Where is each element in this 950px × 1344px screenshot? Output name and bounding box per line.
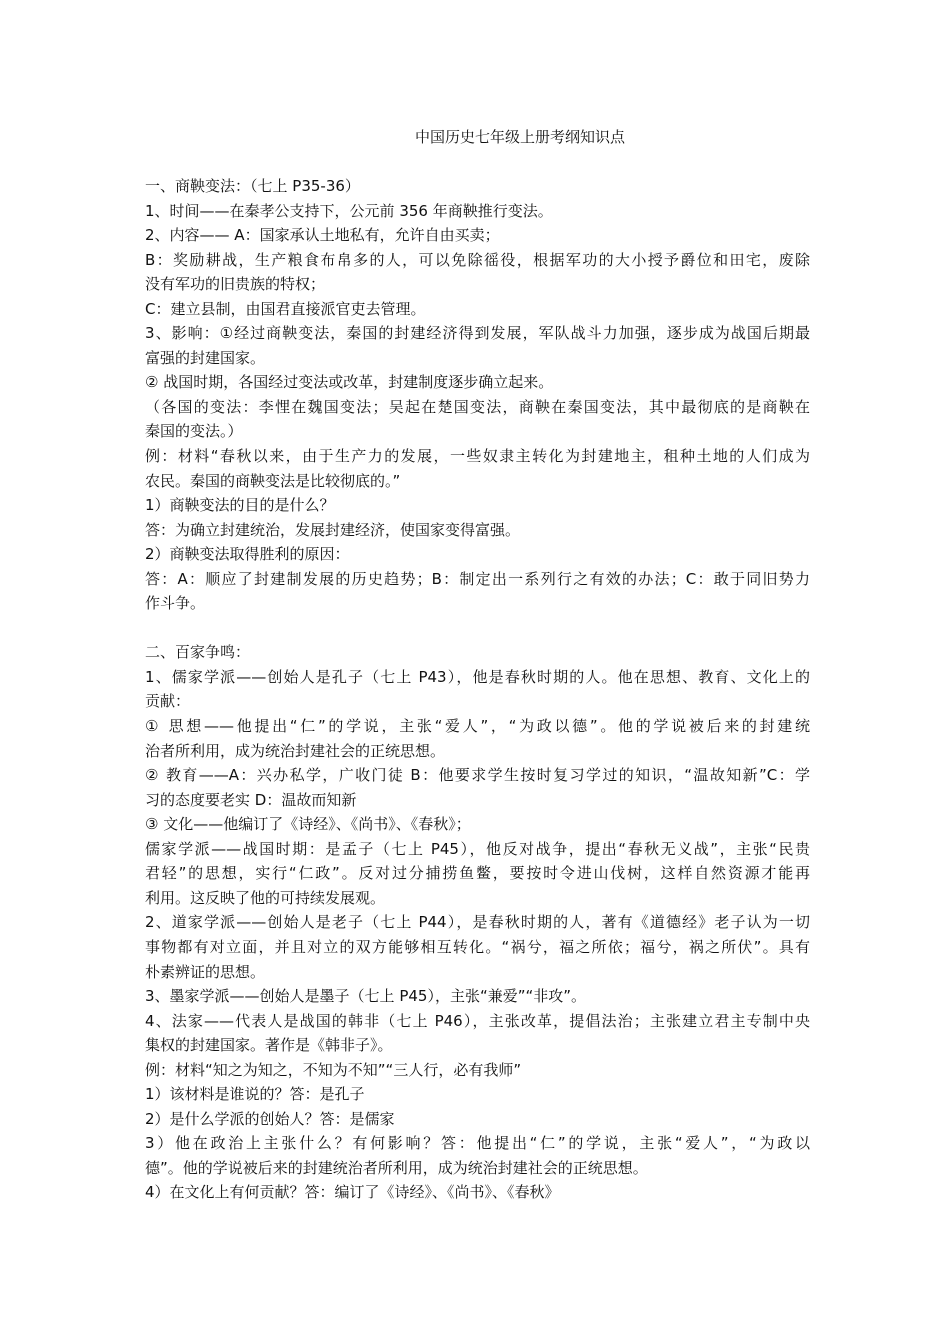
blank-line (145, 616, 810, 641)
text-line: ② 战国时期，各国经过变法或改革，封建制度逐步确立起来。 (145, 373, 554, 392)
text-line: 一、商鞅变法：（七上 P35-36） (145, 177, 360, 195)
text-line: 治者所利用，成为统治封建社会的正统思想。 (145, 741, 446, 760)
text-line: 贡献： (145, 692, 191, 711)
text-line: 1、时间——在秦孝公支持下，公元前 356 年商鞅推行变法。 (145, 201, 553, 220)
text-line: 2）商鞅变法取得胜利的原因： (145, 545, 350, 564)
text-line: （各国的变法：李悝在魏国变法；吴起在楚国变法，商鞅在秦国变法，其中最彻底的是商鞅在 (145, 397, 810, 416)
text-line: 例：材料“春秋以来，由于生产力的发展，一些奴隶主转化为封建地主，租种土地的人们成为 (145, 447, 810, 466)
text-line: 没有军功的旧贵族的特权； (145, 275, 326, 294)
text-line: ① 思想——他提出“仁”的学说，主张“爱人”，“为政以德”。他的学说被后来的封建统 (145, 717, 810, 736)
text-line: 君轻”的思想，实行“仁政”。反对过分捕捞鱼鳖，要按时令进山伐树，这样自然资源才能再 (145, 864, 810, 883)
text-line: 3、墨家学派——创始人是墨子（七上 P45），主张“兼爱”“非攻”。 (145, 987, 587, 1006)
text-line: 富强的封建国家。 (145, 348, 266, 367)
text-line: 2、道家学派——创始人是老子（七上 P44），是春秋时期的人，著有《道德经》老子认为一切 (145, 913, 810, 932)
text-line: 朴素辨证的思想。 (145, 962, 266, 981)
document-body (145, 174, 810, 1205)
text-line: 2、内容—— A：国家承认土地私有，允许自由买卖； (145, 226, 500, 245)
text-line: 4、法家——代表人是战国的韩非（七上 P46），主张改革，提倡法治；主张建立君主专制中央 (145, 1011, 810, 1030)
text-line: ② 教育——A：兴办私学，广收门徒 B：他要求学生按时复习学过的知识，“温故知新”C：学 (145, 766, 810, 785)
text-line: 德”。他的学说被后来的封建统治者所利用，成为统治封建社会的正统思想。 (145, 1158, 648, 1177)
text-line: 作斗争。 (145, 594, 206, 613)
document-title: 中国历史七年级上册考纲知识点 (414, 128, 625, 146)
text-line: 习的态度要老实 D：温故而知新 (145, 790, 357, 809)
text-line: 1、儒家学派——创始人是孔子（七上 P43），他是春秋时期的人。他在思想、教育、文化上的 (145, 667, 810, 686)
text-line: 集权的封建国家。著作是《韩非子》。 (145, 1036, 393, 1055)
text-line: 秦国的变法。） (145, 422, 243, 441)
text-line: 答：A：顺应了封建制发展的历史趋势；B：制定出一系列行之有效的办法；C：敢于同旧势力 (145, 569, 810, 588)
text-line: 农民。秦国的商鞅变法是比较彻底的。” (145, 471, 401, 490)
text-line: ③ 文化——他编订了《诗经》、《尚书》、《春秋》； (145, 815, 471, 834)
text-line: C：建立县制，由国君直接派官吏去管理。 (145, 299, 426, 318)
text-line: 事物都有对立面，并且对立的双方能够相互转化。“祸兮，福之所依；福兮，祸之所伏”。具有 (145, 937, 810, 956)
text-line: 例：材料“知之为知之，不知为不知”“三人行，必有我师” (145, 1060, 522, 1079)
text-line: 4）在文化上有何贡献？答：编订了《诗经》、《尚书》、《春秋》 (145, 1183, 560, 1202)
text-line: 3、影响：①经过商鞅变法，秦国的封建经济得到发展，军队战斗力加强，逐步成为战国后期最 (145, 324, 810, 343)
text-line: 利用。这反映了他的可持续发展观。 (145, 888, 386, 907)
text-line: 1）该材料是谁说的？答：是孔子 (145, 1085, 365, 1104)
text-line: B：奖励耕战，生产粮食布帛多的人，可以免除徭役，根据军功的大小授予爵位和田宅，废除 (145, 250, 810, 269)
text-line: 2）是什么学派的创始人？答：是儒家 (145, 1109, 395, 1128)
text-line: 3）他在政治上主张什么？有何影响？答：他提出“仁”的学说，主张“爱人”，“为政以 (145, 1134, 810, 1153)
text-line: 答：为确立封建统治，发展封建经济，使国家变得富强。 (145, 520, 521, 539)
text-line: 二、百家争鸣： (145, 643, 251, 662)
text-line: 儒家学派——战国时期：是孟子（七上 P45），他反对战争，提出“春秋无义战”，主张“民贵 (145, 839, 810, 858)
text-line: 1）商鞅变法的目的是什么？ (145, 496, 335, 515)
